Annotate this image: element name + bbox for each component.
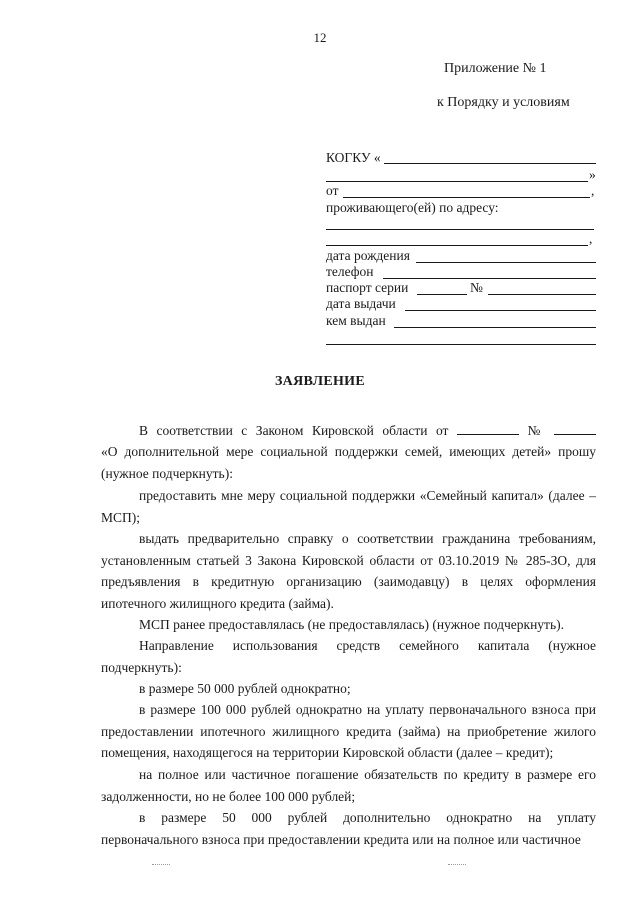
from-label: от [326,183,339,198]
document-title: ЗАЯВЛЕНИЕ [274,374,365,389]
paragraph-option-certificate: выдать предварительно справку о соответствии гражданина требованиям, установленным статьей 3 Закона Кировской области от 03.10.2019 № 285-ЗО, для предъявления в кредитную организацию (заимодавцу) в целях оформления ипотечного жилищного кредита (займа). [101,531,596,611]
passport-number-label: № [470,280,483,295]
paragraph-direction-50000: в размере 50 000 рублей однократно; [139,681,351,696]
law-reference-text: В соответствии с Законом Кировской области от [139,423,449,438]
paragraph-law-title: «О дополнительной мере социальной поддержки семей, имеющих детей» прошу (нужное подчеркнуть): [101,444,596,481]
appendix-number: Приложение № 1 [444,61,547,76]
paragraph-direction-repayment: на полное или частичное погашение обязательств по кредиту в размере его задолженности, но не более 100 000 рублей; [101,767,596,804]
address-field-line1[interactable] [326,229,594,230]
law-number-field[interactable] [554,424,596,435]
appendix-reference: к Порядку и условиям [437,95,570,110]
issued-by-field-line2[interactable] [326,344,596,345]
paragraph-law-reference [101,420,596,442]
page-number: 12 [313,30,327,45]
org-close-quote: » [589,167,596,182]
law-number-label: № [527,423,546,438]
address-label: проживающего(ей) по адресу: [326,200,499,215]
law-date-field[interactable] [457,424,519,435]
phone-label: телефон [326,264,374,279]
paragraph-option-msp: предоставить мне меру социальной поддержки «Семейный капитал» (далее – МСП); [101,488,596,525]
passport-number-field[interactable] [488,294,596,295]
paragraph-msp-previously: МСП ранее предоставлялась (не предоставлялась) (нужное подчеркнуть). [139,617,564,632]
scan-mark-right [448,864,466,865]
applicant-name-field[interactable] [343,197,590,198]
passport-series-field[interactable] [417,294,467,295]
org-name-field-line2[interactable] [326,181,588,182]
org-name-field[interactable] [384,163,596,164]
issued-by-field[interactable] [394,327,596,328]
phone-field[interactable] [383,278,596,279]
issue-date-label: дата выдачи [326,296,396,311]
scan-mark-left [152,864,170,865]
issue-date-field[interactable] [405,310,596,311]
paragraph-capital-direction: Направление использования средств семейного капитала (нужное подчеркнуть): [101,638,596,675]
from-comma: , [591,183,595,198]
paragraph-direction-additional: в размере 50 000 рублей дополнительно однократно на уплату первоначального взноса при предоставлении кредита или на полное или частичное [101,810,596,847]
issued-by-label: кем выдан [326,313,386,328]
address-field-line2[interactable] [326,245,588,246]
birth-date-label: дата рождения [326,248,410,263]
passport-series-label: паспорт серии [326,280,409,295]
paragraph-direction-100000: в размере 100 000 рублей однократно на уплату первоначального взноса при предоставлении ипотечного жилищного кредита (займа) на приобретение жилого помещения, находящегося на территории Кировской области (далее – кредит); [101,702,596,760]
birth-date-field[interactable] [416,262,596,263]
org-label: КОГКУ « [326,150,381,165]
address-comma: , [589,231,593,246]
